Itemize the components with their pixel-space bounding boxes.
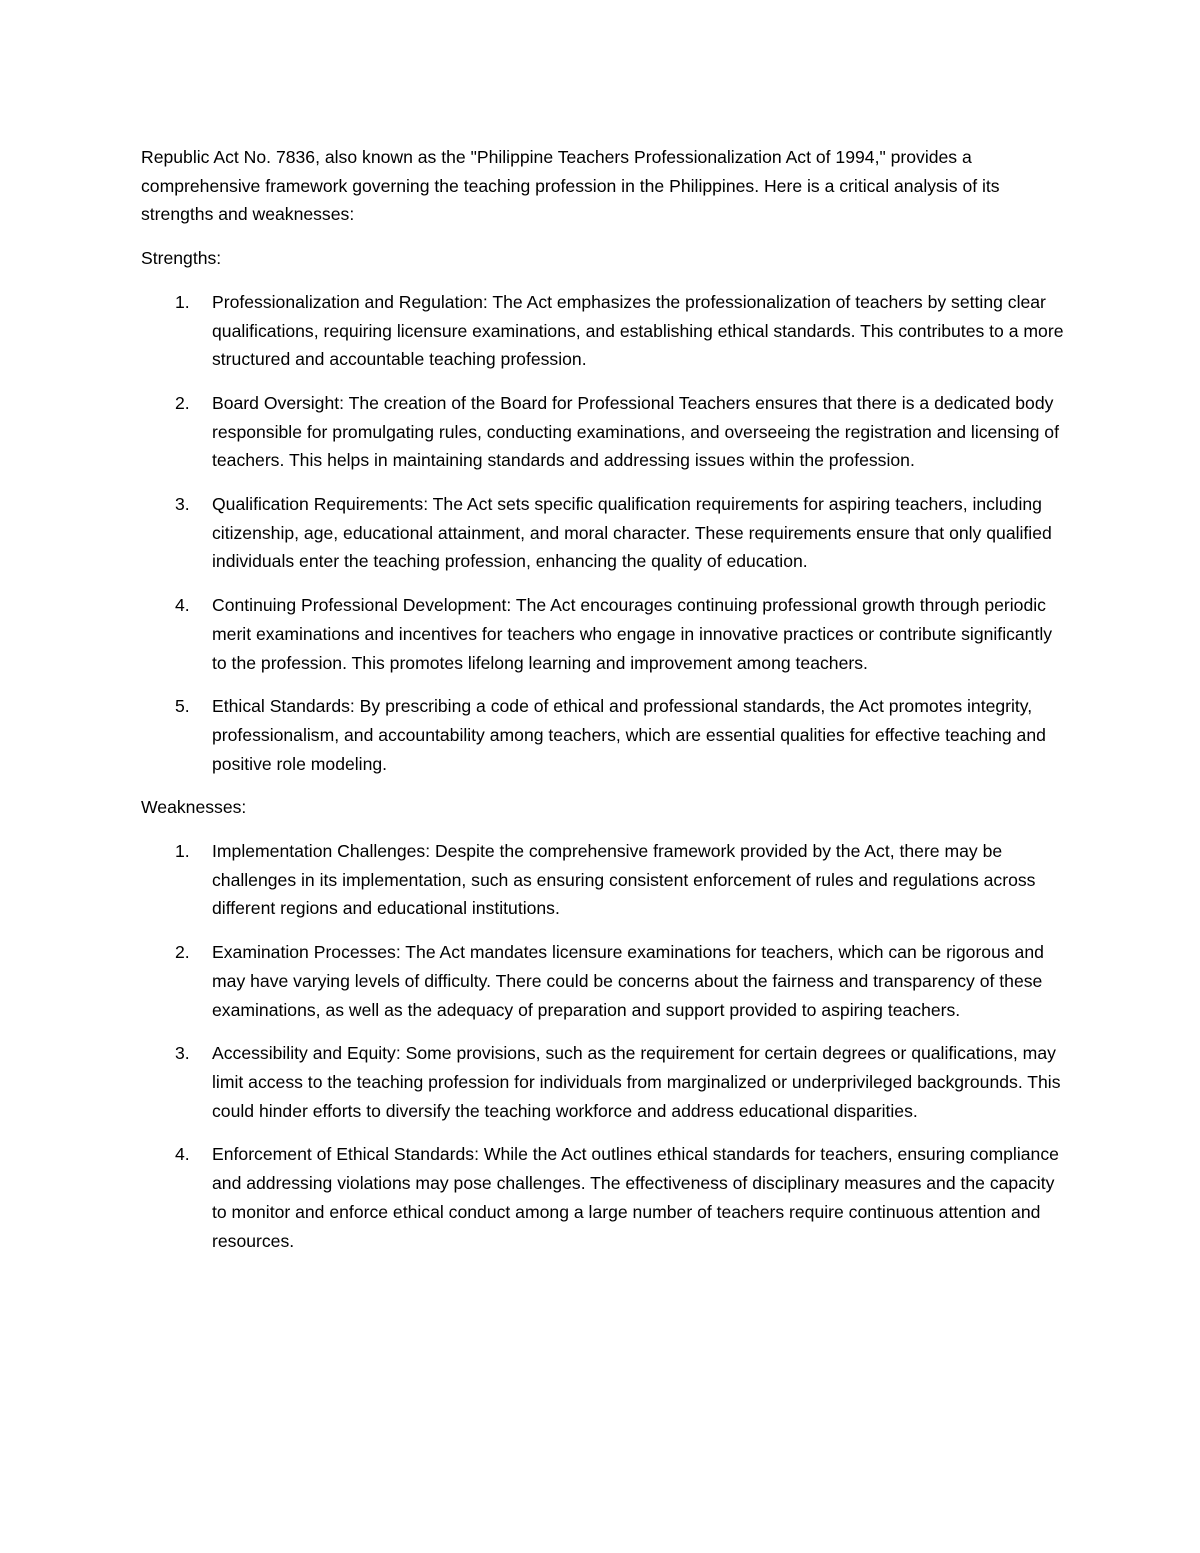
list-item-number: 1. [175, 291, 190, 312]
list-item [141, 692, 1066, 778]
list-item-text: Ethical Standards: By prescribing a code of ethical and professional standards, the Act promotes integrity, professionalism, and accountability among teachers, which are essential qualities for effective teaching and positive role modeling. [212, 696, 1046, 774]
list-item [141, 389, 1066, 475]
list-item-text: Board Oversight: The creation of the Board for Professional Teachers ensures that there is a dedicated body responsible for promulgating rules, conducting examinations, and overseeing the registration and licensing of teachers. This helps in maintaining standards and addressing issues within the profession. [212, 392, 1059, 471]
list-item-text: Professionalization and Regulation: The Act emphasizes the professionalization of teachers by setting clear qualifications, requiring licensure examinations, and establishing ethical standards. This contributes to a more structured and accountable teaching profession. [212, 291, 1064, 370]
weaknesses-heading: Weaknesses: [141, 797, 247, 818]
list-item-number: 3. [175, 1043, 190, 1064]
list-item [141, 938, 1066, 1024]
list-item-number: 5. [175, 696, 190, 717]
list-item [141, 591, 1066, 677]
list-item-text: Examination Processes: The Act mandates licensure examinations for teachers, which can be rigorous and may have varying levels of difficulty. There could be concerns about the fairness and transparency of these examinations, as well as the adequacy of preparation and support provided to aspiring teachers. [212, 942, 1044, 1020]
list-item [141, 837, 1066, 923]
list-item-number: 4. [175, 595, 190, 616]
strengths-list [141, 288, 1066, 779]
strengths-heading: Strengths: [141, 248, 222, 269]
list-item-text: Enforcement of Ethical Standards: While the Act outlines ethical standards for teachers, ensuring compliance and addressing violations may pose challenges. The effectiveness of disciplinary measures and the capacity to monitor and enforce ethical conduct among a large number of teachers require continuous attention and resources. [212, 1144, 1059, 1251]
list-item-text: Accessibility and Equity: Some provisions, such as the requirement for certain degrees or qualifications, may limit access to the teaching profession for individuals from marginalized or underprivileged backgrounds. This could hinder efforts to diversify the teaching workforce and address educational disparities. [212, 1043, 1061, 1121]
list-item [141, 490, 1066, 576]
list-item-text: Qualification Requirements: The Act sets specific qualification requirements for aspiring teachers, including citizenship, age, educational attainment, and moral character. These requirements ensure that only qualified individuals enter the teaching profession, enhancing the quality of education. [212, 494, 1052, 572]
list-item [141, 1039, 1066, 1125]
list-item-number: 2. [175, 392, 190, 413]
list-item-number: 4. [175, 1144, 190, 1165]
list-item-number: 3. [175, 494, 190, 515]
list-item [141, 1140, 1066, 1255]
list-item-text: Implementation Challenges: Despite the comprehensive framework provided by the Act, there may be challenges in its implementation, such as ensuring consistent enforcement of rules and regulations across different regions and educational institutions. [212, 841, 1036, 919]
list-item-text: Continuing Professional Development: The Act encourages continuing professional growth through periodic merit examinations and incentives for teachers who engage in innovative practices or contribute significantly to the profession. This promotes lifelong learning and improvement among teachers. [212, 595, 1053, 673]
weaknesses-list [141, 837, 1066, 1255]
list-item [141, 288, 1066, 374]
list-item-number: 2. [175, 942, 190, 963]
intro-paragraph: Republic Act No. 7836, also known as the "Philippine Teachers Professionalization Act of 1994," provides a comprehensive framework governing the teaching profession in the Philippines. Here is a critical analysis of its strengths and weaknesses: [141, 147, 1000, 225]
list-item-number: 1. [175, 841, 190, 862]
document-body [141, 143, 1066, 1270]
